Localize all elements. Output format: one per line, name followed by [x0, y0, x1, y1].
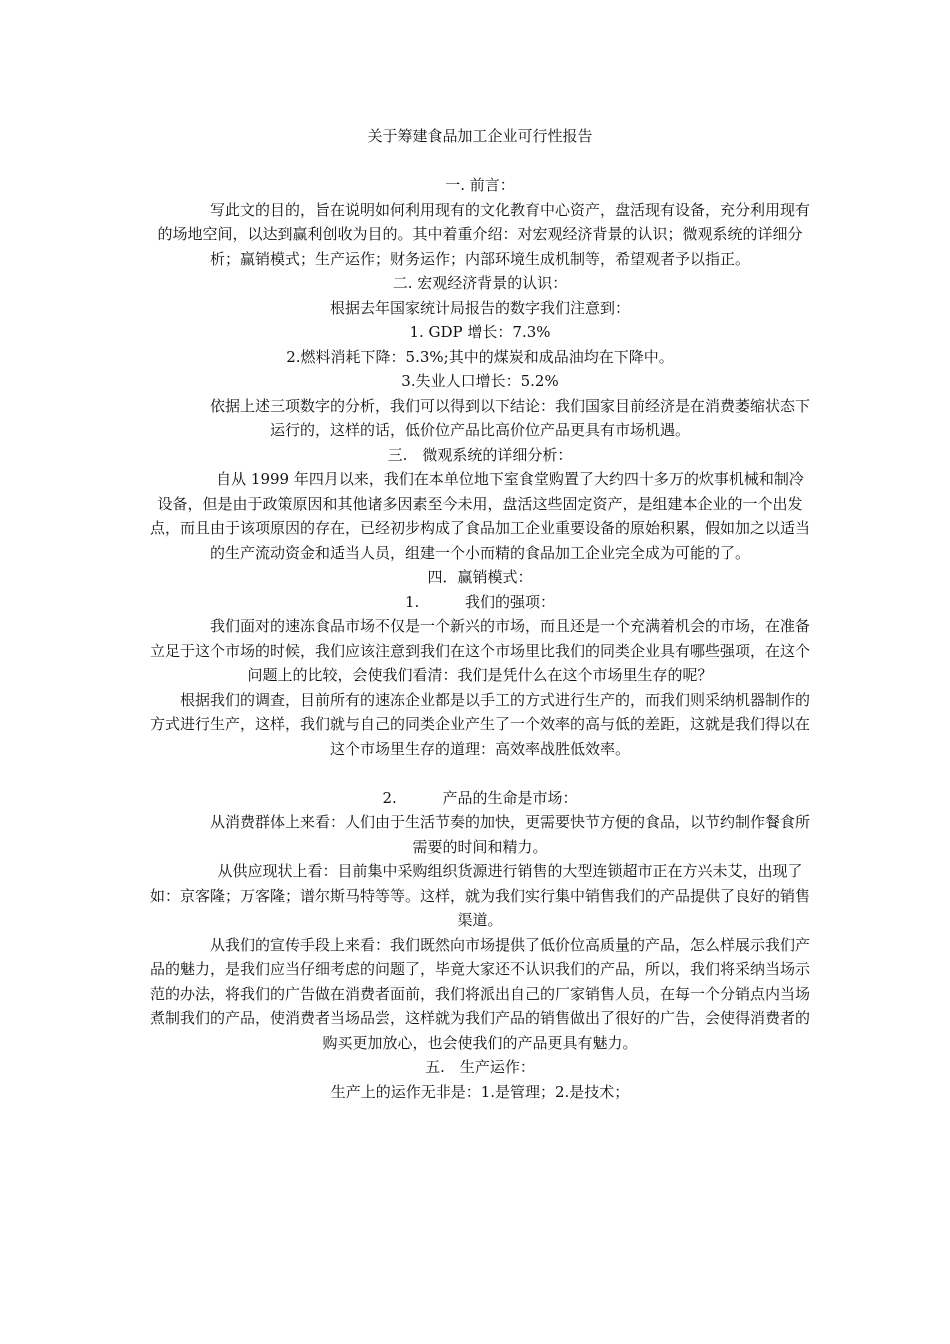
section-4-paragraph-survey: 根据我们的调查，目前所有的速冻企业都是以手工的方式进行生产的，而我们则采纳机器制作的方式进行生产，这样，我们就与自己的同类企业产生了一个效率的高与低的差距，这就是我们得以在这个市场里生存的道理：高效率战胜低效率。	[150, 690, 811, 758]
section-4-paragraph-consumers: 从消费群体上来看：人们由于生活节奏的加快，更需要快节方便的食品，以节约制作餐食所需要的时间和精力。	[210, 813, 811, 856]
list-item-gdp: 1. GDP 增长：7.3%	[409, 323, 551, 341]
list-item-fuel: 2.燃料消耗下降：5.3%;其中的煤炭和成品油均在下降中。	[286, 347, 674, 366]
blank-line	[150, 761, 810, 786]
subsection-4-1-title: 我们的强项：	[464, 592, 555, 611]
list-item-unemployment: 3.失业人口增长：5.2%	[401, 372, 559, 390]
section-2-conclusion: 依据上述三项数字的分析，我们可以得到以下结论：我们国家目前经济是在消费萎缩状态下运行的，这样的话，低价位产品比高价位产品更具有市场机遇。	[210, 396, 811, 439]
document-title: 关于筹建食品加工企业可行性报告	[367, 127, 593, 145]
section-1-paragraph: 写此文的目的，旨在说明如何利用现有的文化教育中心资产，盘活现有设备，充分利用现有的场地空间，以达到赢利创收为目的。其中着重介绍：对宏观经济背景的认识；微观系统的详细分析；赢销模式；生产运作；财务运作；内部环境生成机制等，希望观者予以指正。	[157, 200, 811, 268]
section-4-paragraph-promotion: 从我们的宣传手段上来看：我们既然向市场提供了低价位高质量的产品，怎么样展示我们产品的魅力，是我们应当仔细考虑的问题了，毕竟大家还不认识我们的产品，所以，我们将采纳当场示范的办法，将我们的广告做在消费者面前，我们将派出自己的厂家销售人员，在每一个分销点内当场煮制我们的产品，使消费者当场品尝，这样就为我们产品的销售做出了很好的广告，会使得消费者的购买更加放心，也会使我们的产品更具有魅力。	[150, 935, 811, 1052]
section-3-paragraph: 自从 1999 年四月以来，我们在本单位地下室食堂购置了大约四十多万的炊事机械和制冷设备，但是由于政策原因和其他诸多因素至今未用，盘活这些固定资产，是组建本企业的一个出发点，而且由于该项原因的存在，已经初步构成了食品加工企业重要设备的原始积累，假如加之以适当的生产流动资金和适当人员，组建一个小而精的食品加工企业完全成为可能的了。	[150, 470, 811, 562]
section-3-heading: 三. 微观系统的详细分析：	[387, 445, 573, 464]
subsection-4-1-heading	[150, 590, 810, 615]
subsection-4-2-title: 产品的生命是市场：	[442, 788, 578, 807]
subsection-4-2-number: 2.	[382, 788, 397, 807]
blank-line	[150, 149, 810, 174]
section-4-heading: 四．赢销模式：	[427, 568, 533, 586]
subsection-4-1-number: 1.	[404, 592, 420, 611]
subsection-4-2-heading	[150, 786, 810, 811]
section-2-intro: 根据去年国家统计局报告的数字我们注意到：	[329, 298, 630, 317]
section-5-paragraph: 生产上的运作无非是：1.是管理；2.是技术；	[330, 1082, 630, 1101]
section-5-heading: 五. 生产运作：	[425, 1058, 535, 1076]
section-1-heading: 一. 前言：	[445, 176, 515, 194]
document-body	[150, 118, 810, 1104]
section-4-paragraph-strengths: 我们面对的速冻食品市场不仅是一个新兴的市场，而且还是一个充满着机会的市场，在准备立足于这个市场的时候，我们应该注意到我们在这个市场里比我们的同类企业具有哪些强项，在这个问题上的比较，会使我们看清：我们是凭什么在这个市场里生存的呢？	[150, 617, 811, 684]
section-2-heading: 二. 宏观经济背景的认识：	[392, 274, 568, 292]
section-4-paragraph-supply: 从供应现状上看：目前集中采购组织货源进行销售的大型连锁超市正在方兴未艾，出现了如：京客隆；万客隆；谱尔斯马特等等。这样，就为我们实行集中销售我们的产品提供了良好的销售渠道。	[150, 862, 811, 929]
